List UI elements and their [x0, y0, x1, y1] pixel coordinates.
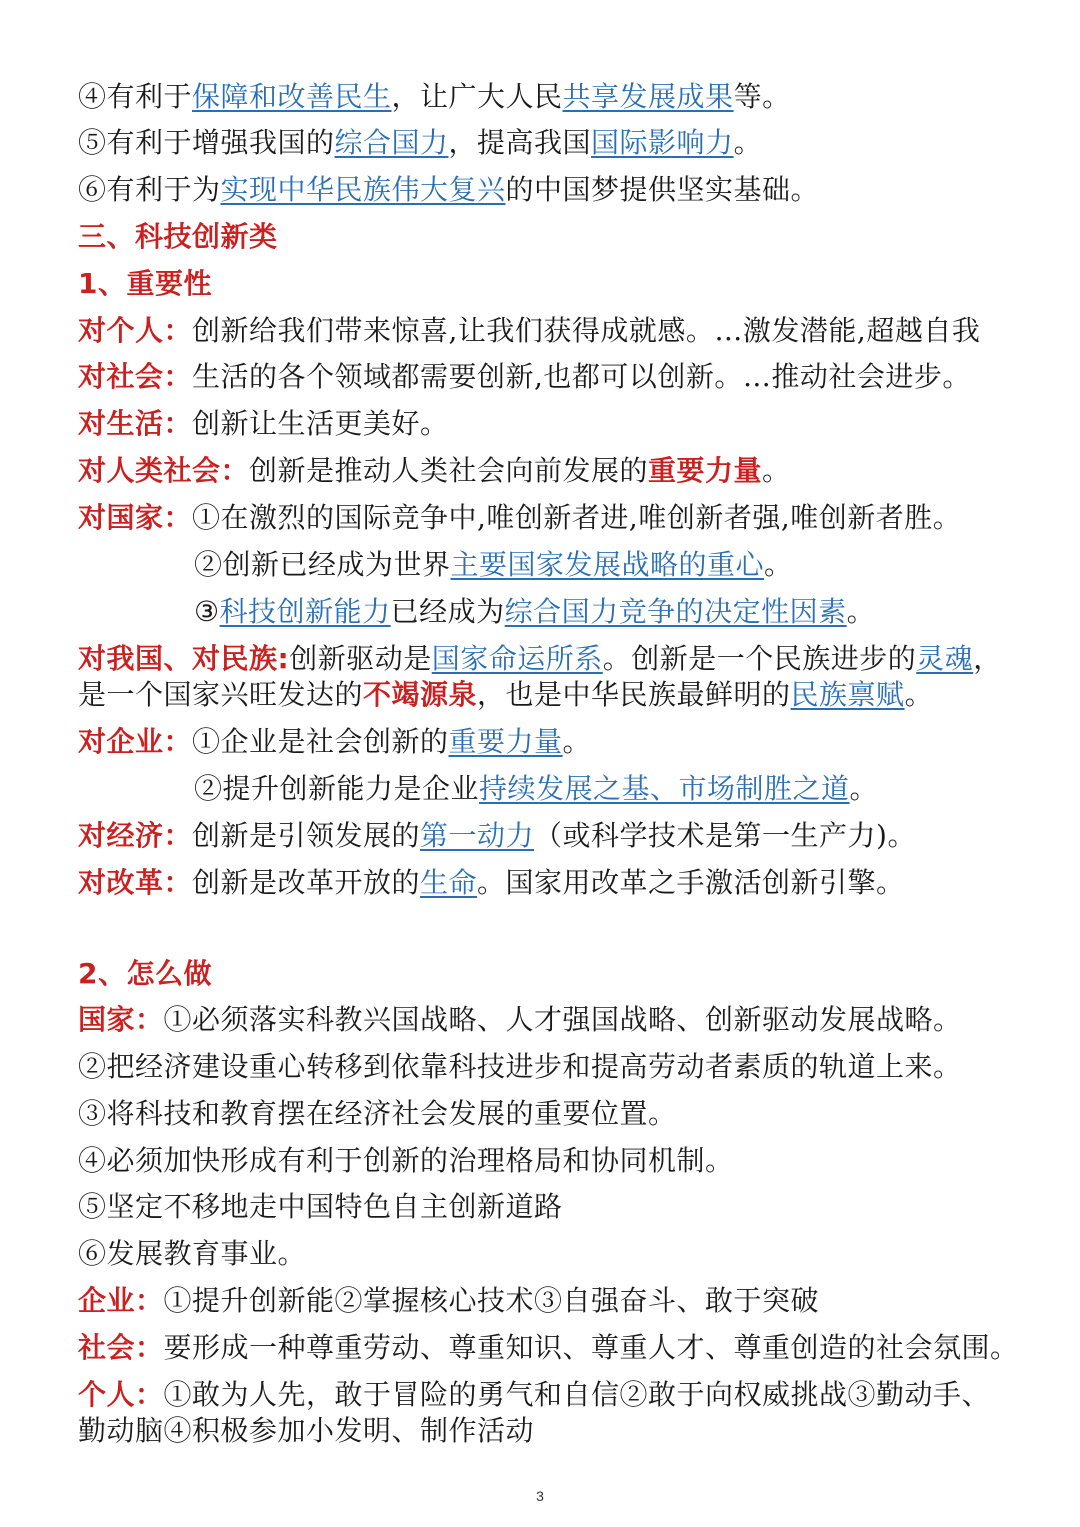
line-label: 对国家： — [78, 501, 193, 534]
section-heading: 三、科技创新类 — [78, 220, 278, 253]
line-label: 企业： — [78, 1284, 164, 1317]
text-line: 对生活：创新让生活更美好。 — [78, 407, 449, 440]
text-line: 对社会：生活的各个领域都需要创新,也都可以创新。…推动社会进步。 — [78, 360, 971, 393]
line-label: 国家： — [78, 1003, 164, 1036]
line-label: 对企业： — [78, 725, 193, 758]
line-label: 对生活： — [78, 407, 193, 440]
text-line: 企业：①提升创新能②掌握核心技术③自强奋斗、敢于突破 — [78, 1284, 820, 1317]
line-label: 对人类社会： — [78, 454, 250, 487]
highlight-term: 共享发展成果 — [562, 80, 734, 113]
text-line: 对国家：①在激烈的国际竞争中,唯创新者进,唯创新者强,唯创新者胜。 — [78, 501, 962, 534]
text-line: ⑤坚定不移地走中国特色自主创新道路 — [78, 1190, 563, 1223]
text-line: ④有利于保障和改善民生，让广大人民共享发展成果等。 — [78, 80, 791, 113]
line-label: 对改革： — [78, 866, 193, 899]
text-line: ⑤有利于增强我国的综合国力，提高我国国际影响力。 — [78, 126, 763, 159]
text-line: ④必须加快形成有利于创新的治理格局和协同机制。 — [78, 1144, 734, 1177]
highlight-term: 灵魂 — [916, 642, 974, 675]
line-label: 对个人： — [78, 314, 193, 347]
highlight-term: 生命 — [420, 866, 478, 899]
page-number: 3 — [536, 1488, 544, 1504]
subsection-heading: 2、怎么做 — [78, 957, 212, 990]
text-line: 对个人：创新给我们带来惊喜,让我们获得成就感。…激发潜能,超越自我 — [78, 314, 981, 347]
highlight-term: 第一动力 — [420, 819, 535, 852]
text-line: ⑥有利于为实现中华民族伟大复兴的中国梦提供坚实基础。 — [78, 173, 820, 206]
text-line: ②把经济建设重心转移到依靠科技进步和提高劳动者素质的轨道上来。 — [78, 1050, 962, 1083]
emphasis-term: 不竭源泉 — [363, 678, 478, 711]
text-line: 国家：①必须落实科教兴国战略、人才强国战略、创新驱动发展战略。 — [78, 1003, 962, 1036]
text-line: ②创新已经成为世界主要国家发展战略的重心。 — [194, 548, 793, 581]
highlight-term: 科技创新能力 — [219, 595, 391, 628]
highlight-term: 民族禀赋 — [790, 678, 905, 711]
text-line: 勤动脑④积极参加小发明、制作活动 — [78, 1414, 535, 1447]
text-line: 对人类社会：创新是推动人类社会向前发展的重要力量。 — [78, 454, 791, 487]
text-line: ③科技创新能力已经成为综合国力竞争的决定性因素。 — [194, 595, 876, 628]
highlight-term: 国家命运所系 — [431, 642, 603, 675]
line-label: 社会： — [78, 1331, 164, 1364]
line-label: 个人： — [78, 1378, 164, 1411]
highlight-term: 持续发展之基、市场制胜之道 — [479, 772, 850, 805]
text-line: 个人：①敢为人先，敢于冒险的勇气和自信②敢于向权威挑战③勤动手、 — [78, 1378, 991, 1411]
text-line: 对我国、对民族:创新驱动是国家命运所系。创新是一个民族进步的灵魂， — [78, 642, 1002, 675]
line-label: 对经济： — [78, 819, 193, 852]
emphasis-term: 重要力量 — [648, 454, 763, 487]
highlight-term: 综合国力竞争的决定性因素 — [504, 595, 847, 628]
text-line: 对企业：①企业是社会创新的重要力量。 — [78, 725, 592, 758]
highlight-term: 国际影响力 — [591, 126, 734, 159]
highlight-term: 实现中华民族伟大复兴 — [220, 173, 506, 206]
text-line: 社会：要形成一种尊重劳动、尊重知识、尊重人才、尊重创造的社会氛围。 — [78, 1331, 1019, 1364]
highlight-term: 保障和改善民生 — [192, 80, 392, 113]
text-line: ②提升创新能力是企业持续发展之基、市场制胜之道。 — [194, 772, 879, 805]
text-line: 对改革：创新是改革开放的生命。国家用改革之手激活创新引擎。 — [78, 866, 905, 899]
text-line: ③将科技和教育摆在经济社会发展的重要位置。 — [78, 1097, 677, 1130]
text-line: 是一个国家兴旺发达的不竭源泉，也是中华民族最鲜明的民族禀赋。 — [78, 678, 934, 711]
text-line: ⑥发展教育事业。 — [78, 1237, 307, 1270]
line-label: 对社会： — [78, 360, 193, 393]
highlight-term: 主要国家发展战略的重心 — [450, 548, 765, 581]
text-line: 对经济：创新是引领发展的第一动力（或科学技术是第一生产力)。 — [78, 819, 916, 852]
highlight-term: 重要力量 — [448, 725, 563, 758]
line-label: 对我国、对民族: — [78, 642, 290, 675]
highlight-term: 综合国力 — [334, 126, 449, 159]
subsection-heading: 1、重要性 — [78, 267, 212, 300]
